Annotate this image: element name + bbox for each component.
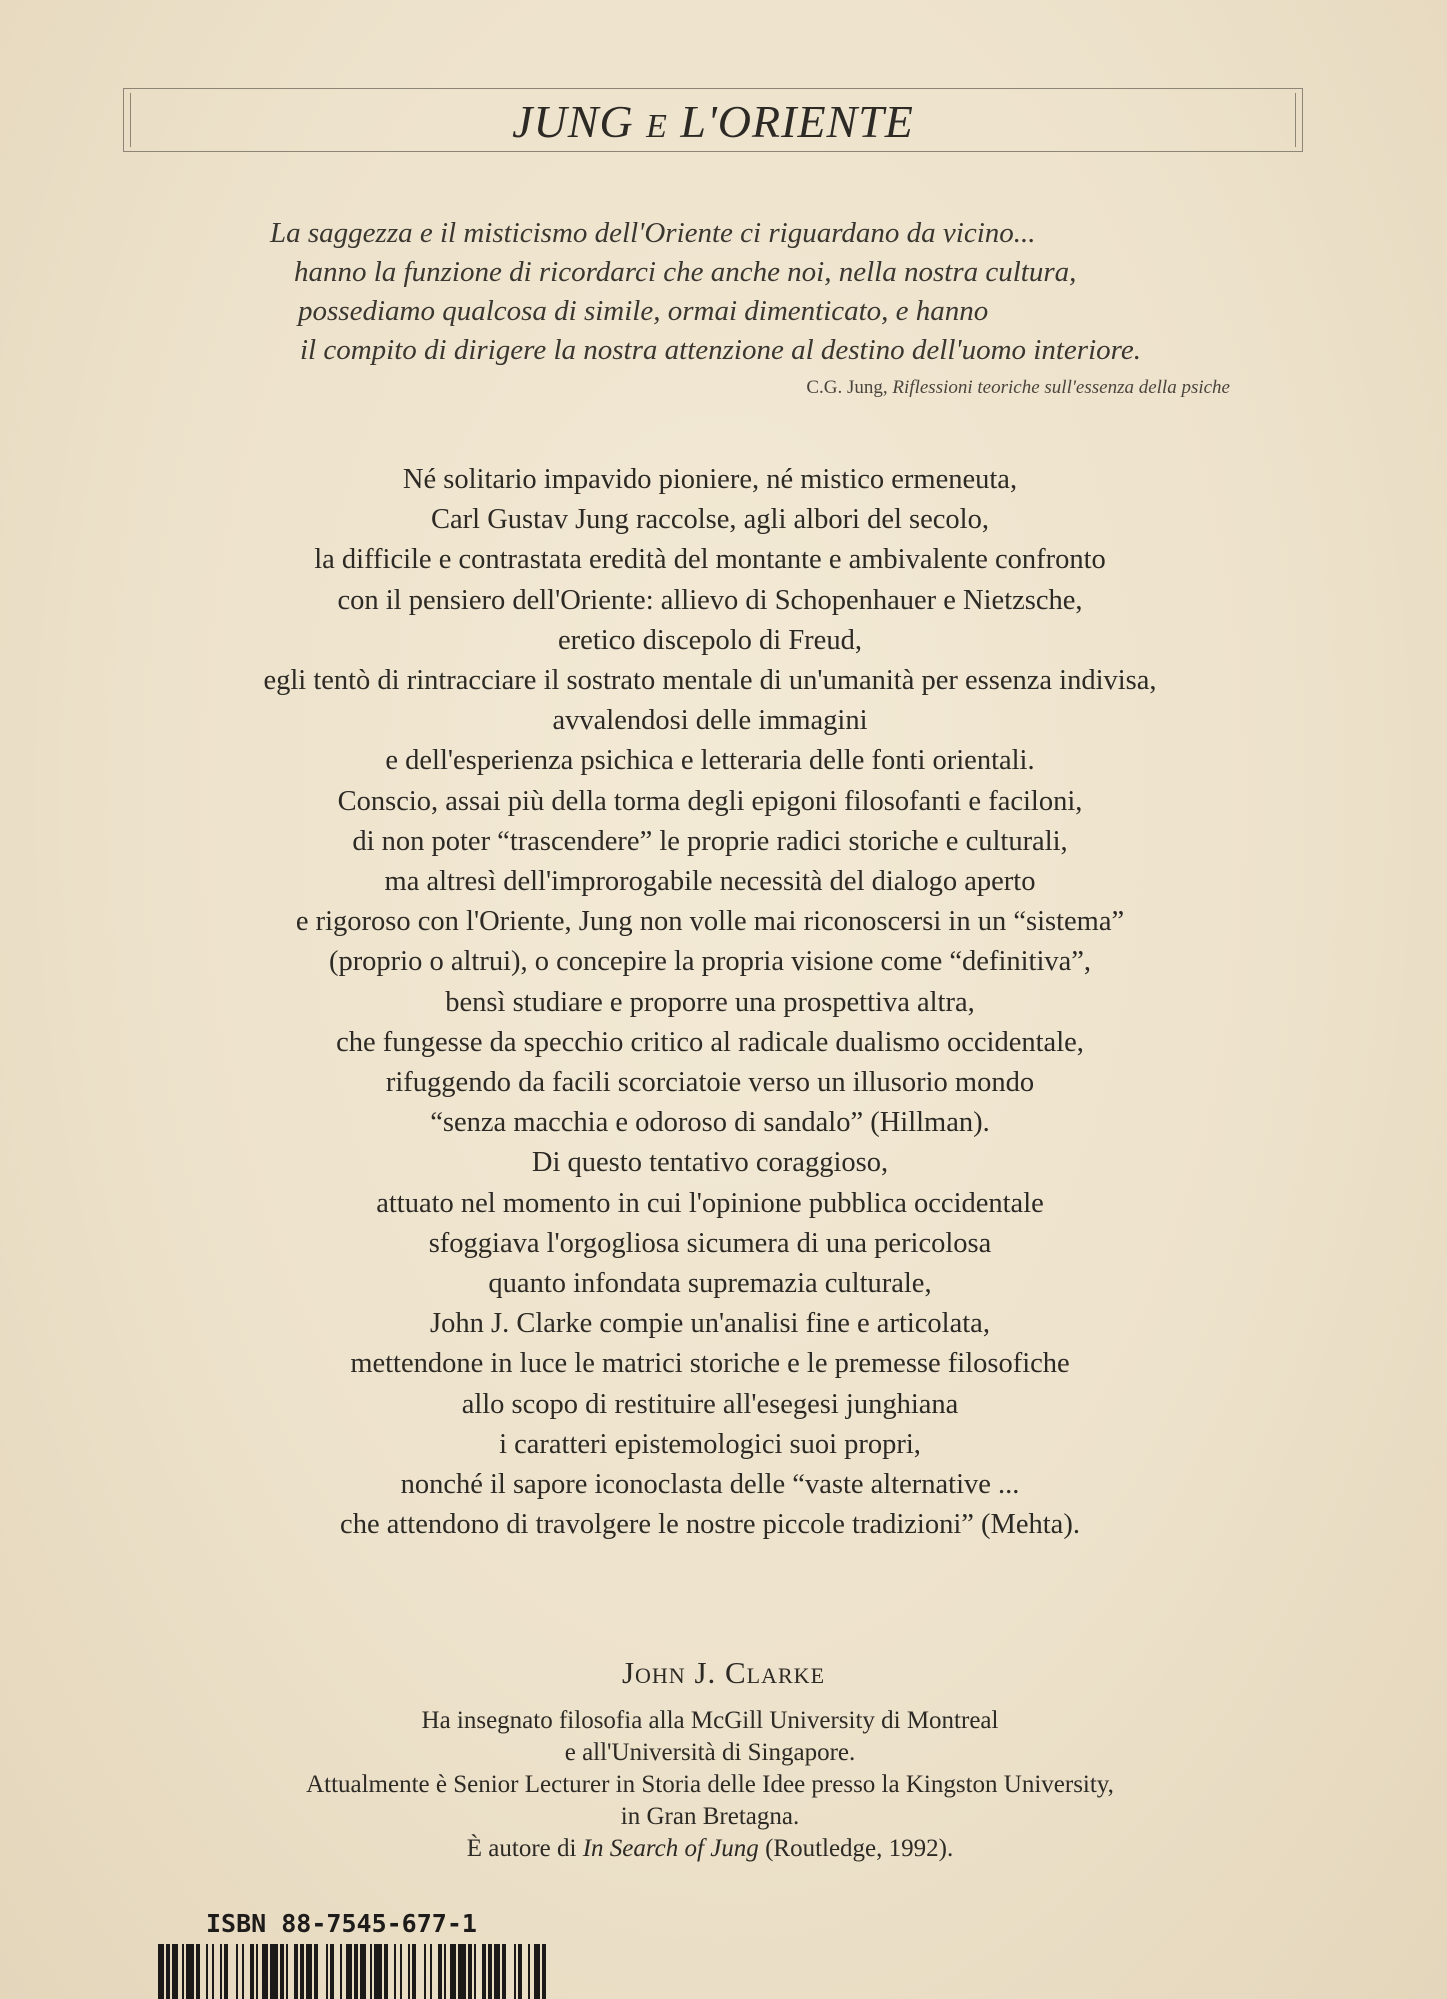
barcode-bar xyxy=(354,1944,358,1999)
barcode-bar xyxy=(444,1944,446,1999)
barcode-bar xyxy=(518,1944,522,1999)
barcode-bar xyxy=(224,1944,228,1999)
barcode-bar xyxy=(212,1944,214,1999)
barcode xyxy=(158,1944,546,1999)
blurb-text xyxy=(120,460,1300,1545)
barcode-bar xyxy=(438,1944,442,1999)
barcode-bar xyxy=(474,1944,476,1999)
blurb-line: eretico discepolo di Freud, xyxy=(558,624,862,656)
bio-suffix: (Routledge, 1992). xyxy=(765,1835,954,1862)
blurb-line: la difficile e contrastata eredità del montante e ambivalente confronto xyxy=(314,544,1106,576)
barcode-bar xyxy=(374,1944,382,1999)
blurb-line: “senza macchia e odoroso di sandalo” (Hillman). xyxy=(430,1107,990,1139)
blurb-line: bensì studiare e proporre una prospettiva altra, xyxy=(445,986,975,1018)
blurb-line: attuato nel momento in cui l'opinione pubblica occidentale xyxy=(376,1187,1044,1219)
barcode-bar xyxy=(412,1944,416,1999)
barcode-bar xyxy=(340,1944,342,1999)
barcode-bar xyxy=(528,1944,530,1999)
barcode-bar xyxy=(394,1944,396,1999)
blurb-line: Né solitario impavido pioniere, né mistico ermeneuta, xyxy=(402,464,1018,495)
barcode-bar xyxy=(186,1944,194,1999)
title-jung: JUNG xyxy=(512,96,634,147)
title-oriente: L'ORIENTE xyxy=(680,96,914,147)
barcode-bar xyxy=(514,1944,516,1999)
barcode-bar xyxy=(262,1944,268,1999)
blurb-line: che fungesse da specchio critico al radicale dualismo occidentale, xyxy=(336,1026,1084,1058)
barcode-bar xyxy=(534,1944,540,1999)
blurb-line: Di questo tentativo coraggioso, xyxy=(531,1147,889,1179)
blurb-line: John J. Clarke compie un'analisi fine e articolata, xyxy=(430,1308,990,1340)
attribution-work: Riflessioni teoriche sull'essenza della psiche xyxy=(892,377,1230,398)
barcode-bar xyxy=(314,1944,318,1999)
barcode-bar xyxy=(330,1944,334,1999)
author-name: John J. Clarke xyxy=(621,1655,826,1690)
blurb-line: che attendono di travolgere le nostre piccole tradizioni” (Mehta). xyxy=(340,1509,1080,1541)
barcode-bar xyxy=(242,1944,244,1999)
blurb-line: rifuggendo da facili scorciatoie verso un illusorio mondo xyxy=(385,1067,1035,1099)
bio-book-title: In Search of Jung xyxy=(582,1835,759,1862)
barcode-bar xyxy=(450,1944,456,1999)
barcode-bar xyxy=(172,1944,178,1999)
blurb-line: Carl Gustav Jung raccolse, agli albori del secolo, xyxy=(431,504,989,536)
barcode-bar xyxy=(482,1944,486,1999)
barcode-bar xyxy=(206,1944,208,1999)
bio-line: e all'Università di Singapore. xyxy=(564,1739,856,1766)
blurb-line: sfoggiava l'orgogliosa sicumera di una pericolosa xyxy=(428,1227,992,1259)
blurb-line: quanto infondata supremazia culturale, xyxy=(488,1268,932,1300)
bio-line: in Gran Bretagna. xyxy=(620,1803,800,1830)
isbn-number: ISBN 88-7545-677-1 xyxy=(206,1909,477,1938)
epigraph-quote xyxy=(270,214,1270,370)
barcode-bar xyxy=(182,1944,184,1999)
epigraph-attribution xyxy=(600,377,1230,399)
blurb-line: ma altresì dell'improrogabile necessità del dialogo aperto xyxy=(384,866,1036,898)
blurb-line: i caratteri epistemologici suoi propri, xyxy=(499,1428,921,1460)
barcode-bar xyxy=(384,1944,388,1999)
blurb-line: mettendone in luce le matrici storiche e le premesse filosofiche xyxy=(350,1348,1070,1380)
blurb-line: (proprio o altrui), o concepire la propria visione come “definitiva”, xyxy=(328,946,1092,978)
epigraph-line: La saggezza e il misticismo dell'Oriente ci riguardano da vicino... xyxy=(270,217,1036,249)
bio-line: Attualmente è Senior Lecturer in Storia delle Idee presso la Kingston University, xyxy=(306,1771,1114,1798)
book-title xyxy=(124,95,1302,148)
blurb-line: e rigoroso con l'Oriente, Jung non volle mai riconoscersi in un “sistema” xyxy=(295,906,1125,938)
barcode-bar xyxy=(542,1944,546,1999)
barcode-bar xyxy=(400,1944,402,1999)
barcode-bar xyxy=(280,1944,284,1999)
barcode-bar xyxy=(300,1944,304,1999)
epigraph-line: possediamo qualcosa di simile, ormai dimenticato, e hanno xyxy=(298,295,989,327)
barcode-bar xyxy=(346,1944,352,1999)
blurb-line: avvalendosi delle immagini xyxy=(552,705,868,737)
barcode-bar xyxy=(196,1944,200,1999)
barcode-bar xyxy=(158,1944,164,1999)
author-bio xyxy=(120,1705,1300,1865)
blurb-line: egli tentò di rintracciare il sostrato mentale di un'umanità per essenza indivisa, xyxy=(263,665,1157,697)
attribution-author: C.G. Jung, xyxy=(806,377,888,398)
barcode-bar xyxy=(270,1944,278,1999)
barcode-bar xyxy=(256,1944,258,1999)
epigraph-line: hanno la funzione di ricordarci che anche noi, nella nostra cultura, xyxy=(294,256,1077,288)
barcode-bar xyxy=(294,1944,298,1999)
barcode-bar xyxy=(360,1944,366,1999)
barcode-bar xyxy=(326,1944,328,1999)
barcode-bar xyxy=(236,1944,238,1999)
barcode-bar xyxy=(468,1944,472,1999)
blurb-line: allo scopo di restituire all'esegesi junghiana xyxy=(461,1388,959,1420)
barcode-bar xyxy=(220,1944,222,1999)
barcode-bar xyxy=(494,1944,500,1999)
barcode-bar xyxy=(286,1944,288,1999)
barcode-bar xyxy=(370,1944,372,1999)
barcode-bar xyxy=(166,1944,170,1999)
bio-line: Ha insegnato filosofia alla McGill University di Montreal xyxy=(421,1707,999,1734)
barcode-bar xyxy=(430,1944,432,1999)
title-frame xyxy=(123,88,1303,152)
barcode-bar xyxy=(408,1944,410,1999)
bio-line xyxy=(120,1833,1300,1865)
title-e: E xyxy=(646,108,668,145)
barcode-bar xyxy=(306,1944,312,1999)
epigraph-line: il compito di dirigere la nostra attenzione al destino dell'uomo interiore. xyxy=(300,334,1141,366)
blurb-line: Conscio, assai più della torma degli epigoni filosofanti e faciloni, xyxy=(337,785,1083,817)
barcode-bar xyxy=(502,1944,506,1999)
blurb-line: con il pensiero dell'Oriente: allievo di Schopenhauer e Nietzsche, xyxy=(337,584,1083,616)
blurb-line: nonché il sapore iconoclasta delle “vaste alternative ... xyxy=(400,1469,1020,1501)
blurb-line: e dell'esperienza psichica e letteraria delle fonti orientali. xyxy=(385,745,1035,777)
blurb-line: di non poter “trascendere” le proprie radici storiche e culturali, xyxy=(352,825,1068,857)
barcode-bar xyxy=(424,1944,426,1999)
barcode-bar xyxy=(458,1944,466,1999)
barcode-bar xyxy=(250,1944,254,1999)
bio-prefix: È autore di xyxy=(466,1835,577,1862)
barcode-bar xyxy=(488,1944,492,1999)
